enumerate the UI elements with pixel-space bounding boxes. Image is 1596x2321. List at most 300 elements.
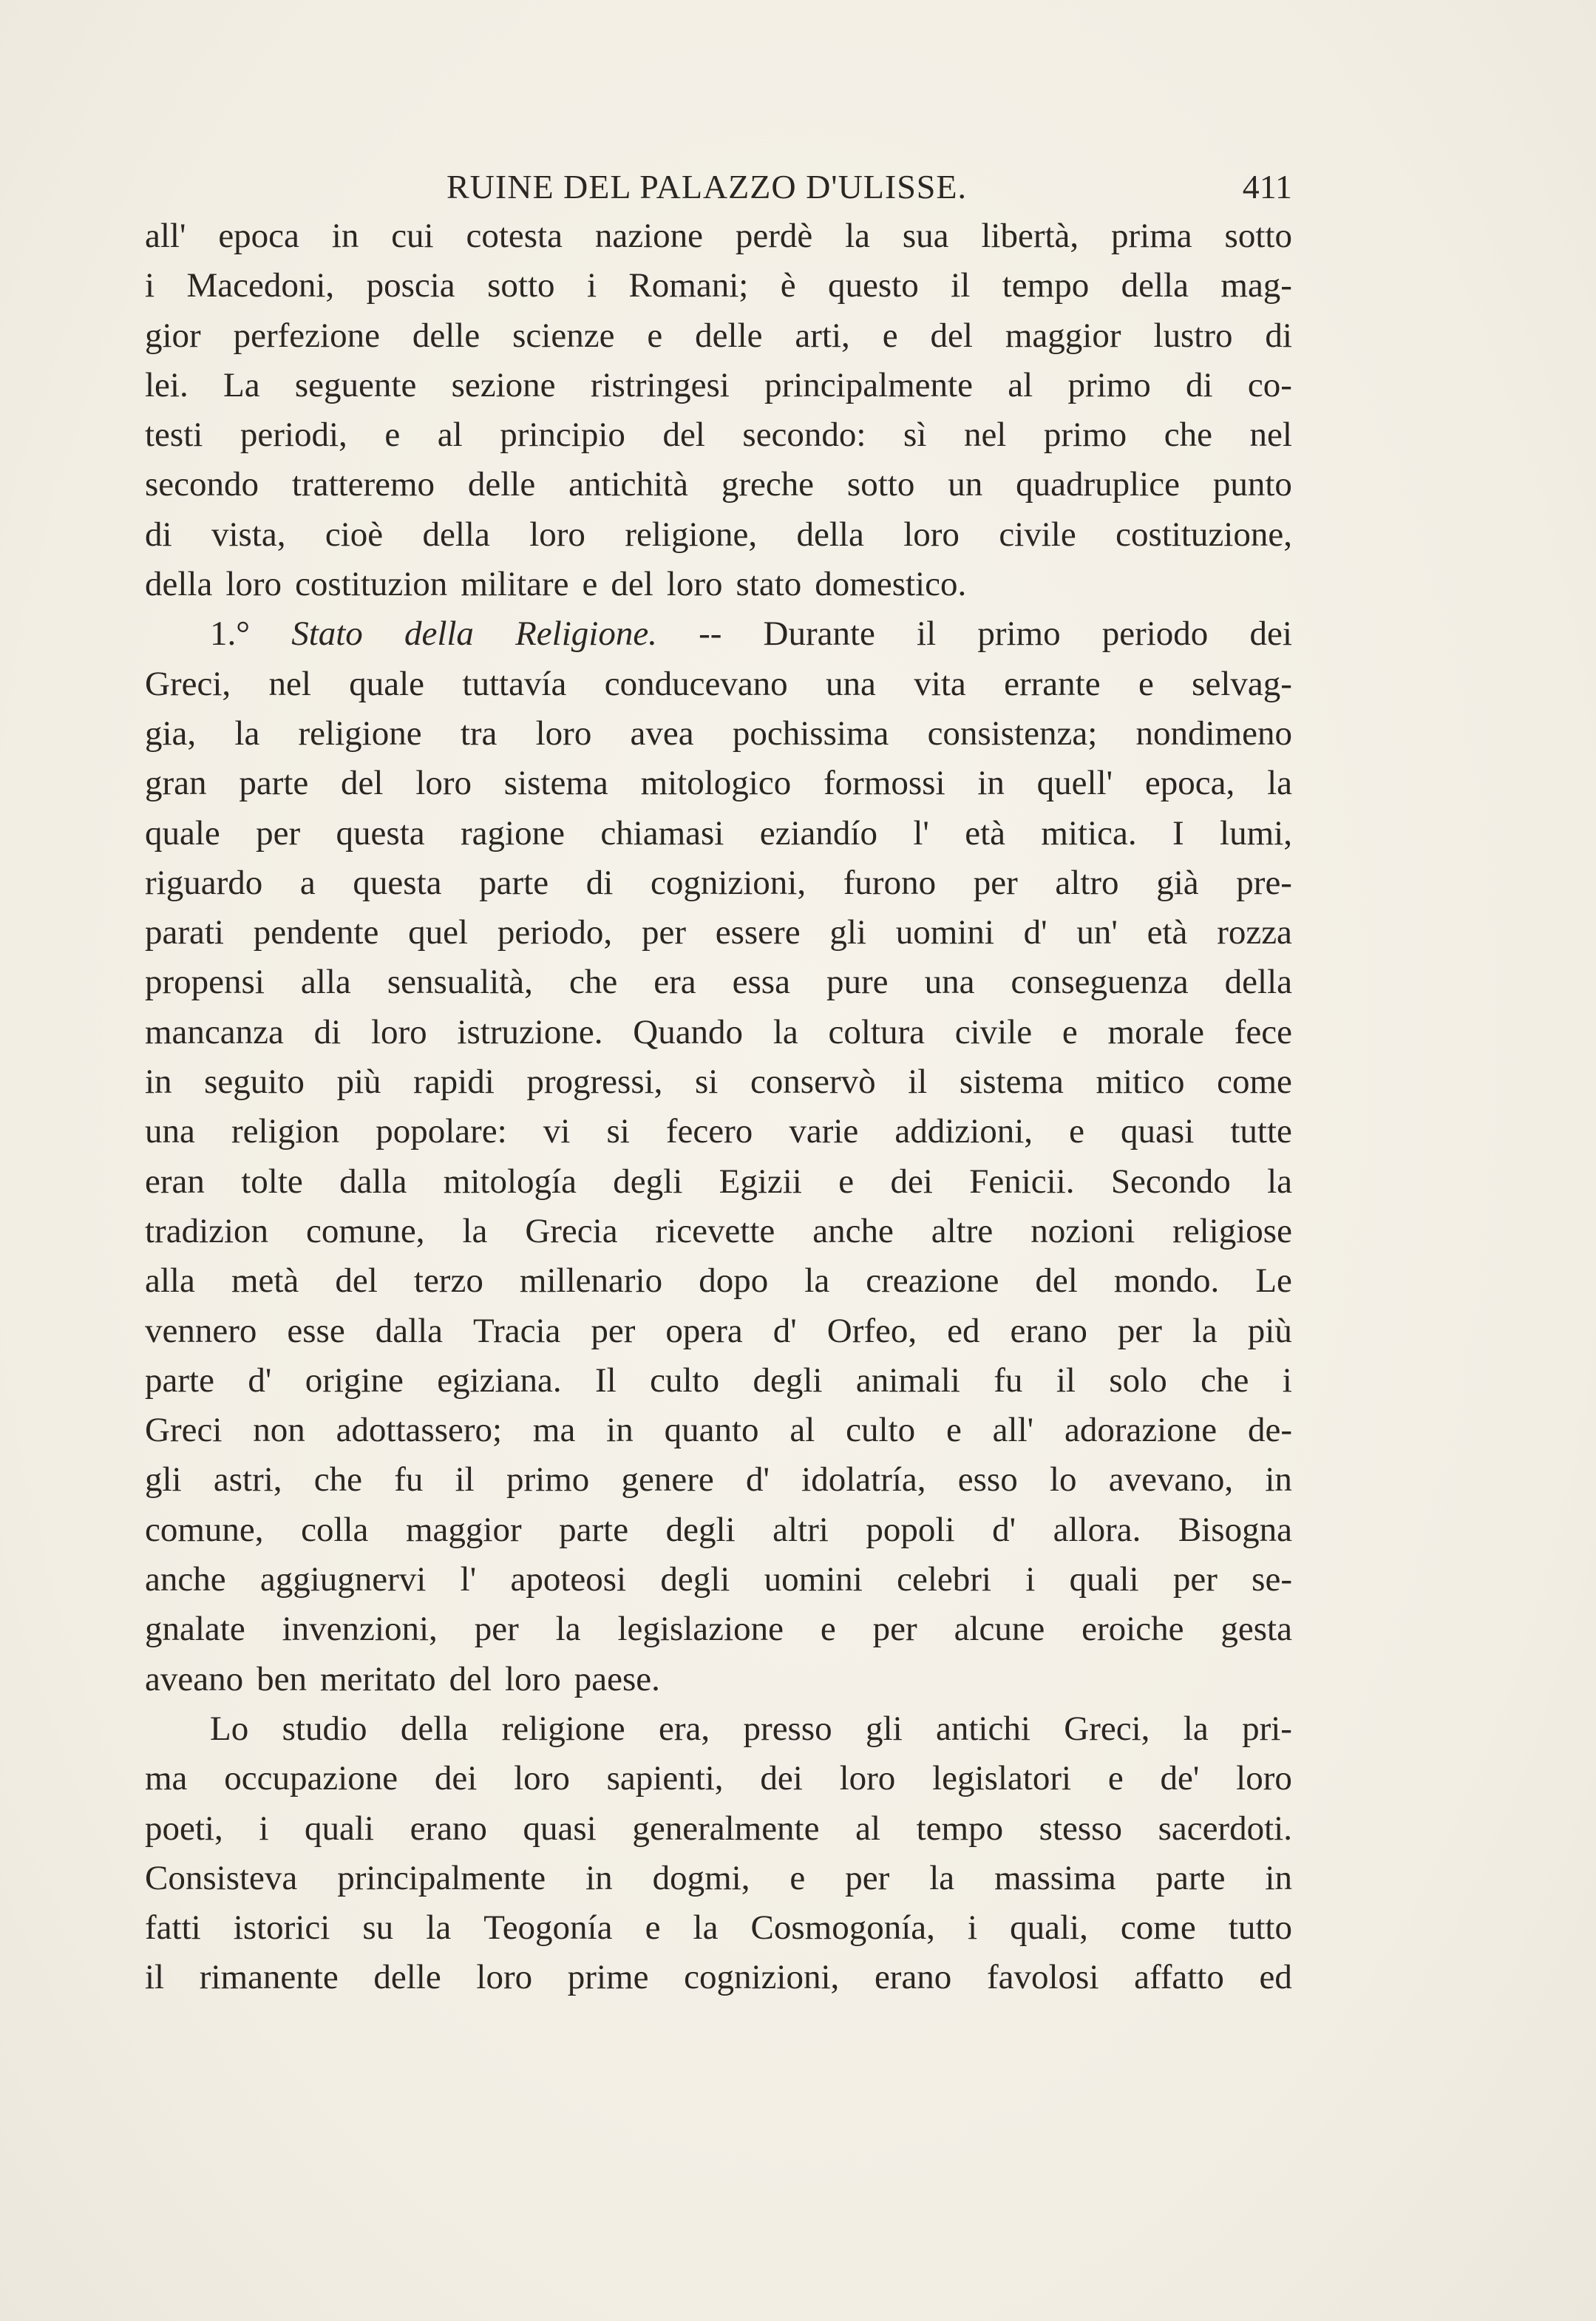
word: loro bbox=[535, 714, 592, 753]
word: i bbox=[145, 266, 155, 305]
word: ed bbox=[947, 1311, 980, 1350]
word: Teogonía bbox=[483, 1908, 613, 1948]
word: loro bbox=[903, 515, 960, 554]
word: origine bbox=[305, 1361, 404, 1400]
word: ed bbox=[1259, 1958, 1292, 1997]
word: non bbox=[253, 1411, 305, 1450]
word: essa bbox=[732, 963, 790, 1002]
word: furono bbox=[843, 863, 937, 902]
text-line bbox=[145, 858, 1292, 908]
word: tutto bbox=[1228, 1908, 1292, 1948]
word: al bbox=[437, 416, 463, 455]
word: creazione bbox=[866, 1261, 999, 1301]
word: gia, bbox=[145, 714, 197, 753]
word: sua bbox=[902, 217, 949, 255]
word: del bbox=[1035, 1261, 1078, 1301]
word: Tracia bbox=[473, 1311, 561, 1350]
word: delle bbox=[695, 316, 763, 355]
text-line bbox=[145, 410, 1292, 460]
word: secondo: bbox=[742, 416, 866, 455]
word: vista, bbox=[211, 515, 286, 554]
word: culto bbox=[650, 1361, 720, 1400]
word: al bbox=[1008, 365, 1033, 404]
word: per bbox=[591, 1311, 636, 1350]
word: popoli bbox=[866, 1510, 955, 1549]
word: favolosi bbox=[986, 1958, 1099, 1997]
word: cui bbox=[391, 217, 434, 255]
word: nazione bbox=[594, 217, 703, 255]
word: della bbox=[1121, 266, 1189, 305]
word: stato bbox=[736, 565, 802, 604]
word: il bbox=[908, 1063, 928, 1102]
word: pri- bbox=[1242, 1709, 1292, 1748]
word: Orfeo, bbox=[826, 1311, 917, 1350]
text-line bbox=[145, 908, 1292, 958]
word: vennero bbox=[145, 1311, 257, 1350]
text-line bbox=[145, 1754, 1292, 1803]
word: loro bbox=[476, 1958, 533, 1997]
word: Consisteva bbox=[145, 1858, 298, 1897]
word: legislazione bbox=[617, 1610, 784, 1649]
word: primo bbox=[1067, 365, 1151, 404]
word: pendente bbox=[253, 913, 379, 952]
word: allora. bbox=[1053, 1510, 1141, 1549]
word: e bbox=[1107, 1759, 1124, 1798]
word: ricevette bbox=[655, 1211, 775, 1250]
word: erano bbox=[410, 1809, 487, 1848]
word: più bbox=[336, 1063, 381, 1102]
word: tra bbox=[460, 714, 498, 753]
word: adorazione bbox=[1064, 1411, 1218, 1450]
word: di bbox=[1265, 316, 1292, 355]
word: sotto bbox=[1224, 217, 1292, 255]
word: fu bbox=[994, 1361, 1023, 1400]
text-line bbox=[145, 660, 1292, 709]
word: loro bbox=[370, 1012, 427, 1051]
text-line bbox=[145, 1207, 1292, 1256]
word: religione bbox=[298, 714, 422, 753]
word: mitica. bbox=[1041, 813, 1137, 853]
word: Religione. bbox=[515, 614, 657, 654]
word: età bbox=[965, 813, 1006, 853]
word: prime bbox=[567, 1958, 649, 1997]
word: principalmente bbox=[764, 365, 973, 404]
word: la bbox=[1267, 1162, 1292, 1201]
word: gran bbox=[145, 764, 207, 803]
word: prima bbox=[1111, 217, 1192, 255]
word: dalla bbox=[375, 1311, 444, 1350]
word: al bbox=[789, 1411, 815, 1450]
word: tuttavía bbox=[462, 664, 567, 703]
word: maggior bbox=[1005, 316, 1121, 355]
word: in bbox=[585, 1858, 613, 1897]
word: dopo bbox=[699, 1261, 769, 1301]
word: che bbox=[568, 963, 618, 1002]
word: popolare: bbox=[376, 1112, 507, 1151]
word: punto bbox=[1212, 465, 1292, 504]
word: maggior bbox=[405, 1510, 522, 1549]
word: ragione bbox=[461, 813, 565, 853]
word: greche bbox=[721, 465, 815, 504]
word: riguardo bbox=[145, 863, 263, 902]
word: perfezione bbox=[233, 316, 380, 355]
word: formossi bbox=[824, 764, 945, 803]
word: cognizioni, bbox=[650, 863, 807, 902]
word: parte bbox=[479, 863, 549, 902]
word: Macedoni, bbox=[186, 266, 335, 305]
word: di bbox=[585, 863, 614, 902]
word: della bbox=[422, 515, 490, 554]
word: istruzione. bbox=[457, 1012, 603, 1051]
word: più bbox=[1247, 1311, 1292, 1350]
word: un bbox=[948, 465, 983, 504]
word: quasi bbox=[1121, 1112, 1195, 1151]
word: adottassero; bbox=[336, 1411, 503, 1450]
text-line bbox=[145, 560, 1292, 609]
word: comune, bbox=[306, 1211, 425, 1250]
word: delle bbox=[412, 316, 481, 355]
word: Greci, bbox=[145, 664, 231, 703]
word: de' bbox=[1160, 1759, 1200, 1798]
text-line bbox=[145, 1307, 1292, 1356]
word: cotesta bbox=[466, 217, 563, 255]
word: che bbox=[313, 1460, 362, 1500]
word: la bbox=[462, 1211, 488, 1250]
word: aveano bbox=[145, 1659, 244, 1698]
word: avevano, bbox=[1108, 1460, 1234, 1500]
word: su bbox=[362, 1908, 394, 1948]
word: nozioni bbox=[1030, 1211, 1135, 1250]
word: de- bbox=[1247, 1411, 1292, 1450]
word: Durante bbox=[763, 614, 875, 654]
word: in bbox=[977, 764, 1005, 803]
word: uomini bbox=[764, 1560, 863, 1599]
word: co- bbox=[1247, 365, 1292, 404]
word: nel bbox=[1249, 416, 1292, 455]
word: per bbox=[474, 1610, 519, 1649]
text-line bbox=[145, 1555, 1292, 1605]
word: coltura bbox=[828, 1012, 925, 1051]
word: secondo bbox=[145, 465, 259, 504]
text-line bbox=[145, 958, 1292, 1007]
page-number: 411 bbox=[1242, 168, 1292, 206]
word: nondimeno bbox=[1135, 714, 1292, 753]
word: all' bbox=[145, 217, 186, 255]
word: legislatori bbox=[932, 1759, 1072, 1798]
word: sistema bbox=[503, 764, 608, 803]
word: quali bbox=[304, 1809, 374, 1848]
word: costituzione, bbox=[1115, 515, 1292, 554]
word: ma bbox=[145, 1759, 188, 1798]
word: per bbox=[256, 813, 301, 853]
word: all' bbox=[992, 1411, 1034, 1450]
word: e bbox=[384, 416, 401, 455]
word: costituzion bbox=[295, 565, 448, 604]
word: Greci bbox=[145, 1411, 223, 1450]
text-line bbox=[145, 1256, 1292, 1306]
word: sistema bbox=[959, 1063, 1064, 1102]
word: cognizioni, bbox=[684, 1958, 840, 1997]
word: alla bbox=[145, 1261, 195, 1301]
word: della bbox=[1224, 963, 1292, 1002]
word: animali bbox=[855, 1361, 960, 1400]
word: Bisogna bbox=[1178, 1510, 1292, 1549]
word: la bbox=[804, 1261, 830, 1301]
word: e bbox=[882, 316, 898, 355]
word: era, bbox=[659, 1709, 710, 1748]
word: consistenza; bbox=[927, 714, 1098, 753]
word: della bbox=[796, 515, 864, 554]
text-line bbox=[145, 1605, 1292, 1654]
word: e bbox=[645, 1908, 661, 1948]
word: ben bbox=[257, 1659, 307, 1698]
word: loro bbox=[839, 1759, 896, 1798]
word: il bbox=[1056, 1361, 1076, 1400]
word: di bbox=[145, 515, 172, 554]
text-line bbox=[145, 709, 1292, 759]
word: una bbox=[826, 664, 876, 703]
word: questa bbox=[336, 813, 425, 853]
word: la bbox=[929, 1858, 955, 1897]
text-line bbox=[145, 1505, 1292, 1555]
word: Grecia bbox=[525, 1211, 618, 1250]
word: il bbox=[455, 1460, 475, 1500]
word: religion bbox=[231, 1112, 340, 1151]
word: e bbox=[1138, 664, 1154, 703]
word: Cosmogonía, bbox=[750, 1908, 935, 1948]
word: il bbox=[917, 614, 937, 654]
word: varie bbox=[789, 1112, 859, 1151]
word: altre bbox=[931, 1211, 994, 1250]
word: rimanente bbox=[199, 1958, 339, 1997]
word: apoteosi bbox=[510, 1560, 627, 1599]
word: gior bbox=[145, 316, 201, 355]
word: tolte bbox=[241, 1162, 303, 1201]
word: eran bbox=[145, 1162, 205, 1201]
word: gnalate bbox=[145, 1610, 245, 1649]
word: metà bbox=[231, 1261, 299, 1301]
word: avea bbox=[630, 714, 694, 753]
word: poscia bbox=[366, 266, 455, 305]
word: pure bbox=[826, 963, 889, 1002]
word: di bbox=[313, 1012, 342, 1051]
word: quale bbox=[349, 664, 425, 703]
word: primo bbox=[1043, 416, 1127, 455]
word: seguito bbox=[204, 1063, 305, 1102]
word: vi bbox=[543, 1112, 571, 1151]
word: ristringesi bbox=[590, 365, 730, 404]
word: -- bbox=[699, 614, 722, 654]
word: il bbox=[951, 266, 971, 305]
word: l' bbox=[913, 813, 929, 853]
word: fatti bbox=[145, 1908, 201, 1948]
word: idolatría, bbox=[801, 1460, 926, 1500]
word: età bbox=[1147, 913, 1188, 952]
word: morale bbox=[1107, 1012, 1205, 1051]
word: loro bbox=[529, 515, 585, 554]
word: libertà, bbox=[981, 217, 1079, 255]
word: conducevano bbox=[604, 664, 788, 703]
word: parte bbox=[559, 1510, 629, 1549]
word: mag- bbox=[1220, 266, 1292, 305]
word: paese. bbox=[574, 1659, 660, 1698]
text-line bbox=[145, 460, 1292, 509]
word: erano bbox=[1010, 1311, 1087, 1350]
word: mitico bbox=[1096, 1063, 1185, 1102]
word: periodo, bbox=[497, 913, 613, 952]
text-line bbox=[145, 1804, 1292, 1854]
word: principalmente bbox=[337, 1858, 546, 1897]
word: d' bbox=[248, 1361, 272, 1400]
word: la bbox=[772, 1012, 798, 1051]
word: del bbox=[930, 316, 973, 355]
text-line bbox=[145, 1157, 1292, 1207]
word: e bbox=[647, 316, 663, 355]
word: tradizion bbox=[145, 1211, 269, 1250]
word: sotto bbox=[487, 266, 555, 305]
word: mondo. bbox=[1113, 1261, 1220, 1301]
word: a bbox=[299, 863, 316, 902]
word: millenario bbox=[519, 1261, 663, 1301]
word: civile bbox=[954, 1012, 1033, 1051]
word: e bbox=[789, 1858, 806, 1897]
word: occupazione bbox=[224, 1759, 398, 1798]
word: d' bbox=[992, 1510, 1016, 1549]
word: pre- bbox=[1236, 863, 1292, 902]
word: un' bbox=[1076, 913, 1118, 952]
word: parte bbox=[145, 1361, 214, 1400]
word: e bbox=[1062, 1012, 1078, 1051]
word: già bbox=[1156, 863, 1199, 902]
word: era bbox=[653, 963, 696, 1002]
word: in bbox=[145, 1063, 172, 1102]
word: dei bbox=[434, 1759, 478, 1798]
word: questa bbox=[353, 863, 442, 902]
word: del bbox=[662, 416, 705, 455]
word: sotto bbox=[846, 465, 915, 504]
word: per bbox=[1117, 1311, 1162, 1350]
text-line bbox=[145, 1057, 1292, 1107]
word: lumi, bbox=[1220, 813, 1292, 853]
word: questo bbox=[828, 266, 919, 305]
word: loro bbox=[225, 565, 282, 604]
word: parte bbox=[239, 764, 309, 803]
word: la bbox=[693, 1908, 719, 1948]
word: periodo bbox=[1101, 614, 1209, 654]
word: che bbox=[1164, 416, 1212, 455]
word: e bbox=[838, 1162, 855, 1201]
word: lustro bbox=[1153, 316, 1233, 355]
word: come bbox=[1120, 1908, 1196, 1948]
word: selvag- bbox=[1192, 664, 1292, 703]
word: la bbox=[1267, 764, 1292, 803]
word: comune, bbox=[145, 1510, 264, 1549]
word: del bbox=[341, 764, 384, 803]
word: dogmi, bbox=[652, 1858, 750, 1897]
word: quadruplice bbox=[1016, 465, 1180, 504]
word: addizioni, bbox=[894, 1112, 1033, 1151]
word: mancanza bbox=[145, 1012, 284, 1051]
text-line bbox=[145, 1953, 1292, 2002]
word: rozza bbox=[1217, 913, 1292, 952]
word: d' bbox=[745, 1460, 770, 1500]
word: istorici bbox=[233, 1908, 330, 1948]
text-line bbox=[145, 211, 1292, 261]
word: meritato bbox=[319, 1659, 436, 1698]
word: sì bbox=[903, 416, 927, 455]
word: studio bbox=[282, 1709, 367, 1748]
word: militare bbox=[461, 565, 569, 604]
word: degli bbox=[753, 1361, 823, 1400]
word: loro bbox=[415, 764, 472, 803]
word: La bbox=[223, 365, 260, 404]
word: tempo bbox=[916, 1809, 1004, 1848]
word: pochissima bbox=[732, 714, 889, 753]
word: loro bbox=[514, 1759, 570, 1798]
word: altro bbox=[1055, 863, 1119, 902]
word: testi bbox=[145, 416, 203, 455]
word: arti, bbox=[795, 316, 850, 355]
word: del bbox=[335, 1261, 378, 1301]
word: dei bbox=[1249, 614, 1292, 654]
word: degli bbox=[613, 1162, 683, 1201]
word: tutte bbox=[1230, 1112, 1292, 1151]
word: e bbox=[582, 565, 598, 604]
word: che bbox=[1201, 1361, 1249, 1400]
word: ma bbox=[532, 1411, 576, 1450]
word: e bbox=[820, 1610, 836, 1649]
text-line bbox=[145, 361, 1292, 410]
word: i bbox=[259, 1809, 269, 1848]
word: quel bbox=[408, 913, 469, 952]
word: sapienti, bbox=[606, 1759, 724, 1798]
word: culto bbox=[846, 1411, 916, 1450]
word: religiose bbox=[1172, 1211, 1292, 1250]
word: conseguenza bbox=[1011, 963, 1189, 1002]
word: cioè bbox=[325, 515, 384, 554]
word: gli bbox=[145, 1460, 182, 1500]
word: una bbox=[145, 1112, 195, 1151]
word: la bbox=[426, 1908, 452, 1948]
text-line bbox=[145, 1854, 1292, 1903]
word: in bbox=[1265, 1460, 1292, 1500]
word: loro bbox=[1236, 1759, 1292, 1798]
word: al bbox=[855, 1809, 880, 1848]
word: presso bbox=[743, 1709, 832, 1748]
word: d' bbox=[772, 1311, 797, 1350]
word: sezione bbox=[451, 365, 556, 404]
word: aggiugnervi bbox=[259, 1560, 427, 1599]
word: sensualità, bbox=[387, 963, 533, 1002]
word: errante bbox=[1004, 664, 1101, 703]
word: quell' bbox=[1036, 764, 1113, 803]
word: erano bbox=[874, 1958, 952, 1997]
word: per bbox=[845, 1858, 890, 1897]
word: opera bbox=[665, 1311, 743, 1350]
word: Egizii bbox=[719, 1162, 802, 1201]
text-line bbox=[145, 809, 1292, 858]
word: terzo bbox=[413, 1261, 483, 1301]
word: e bbox=[945, 1411, 962, 1450]
word: quale bbox=[145, 813, 220, 853]
word: si bbox=[695, 1063, 719, 1102]
word: in bbox=[1265, 1858, 1292, 1897]
word: eroiche bbox=[1081, 1610, 1184, 1649]
word: anche bbox=[145, 1560, 226, 1599]
word: dalla bbox=[339, 1162, 407, 1201]
word: tempo bbox=[1002, 266, 1090, 305]
word: invenzioni, bbox=[282, 1610, 438, 1649]
